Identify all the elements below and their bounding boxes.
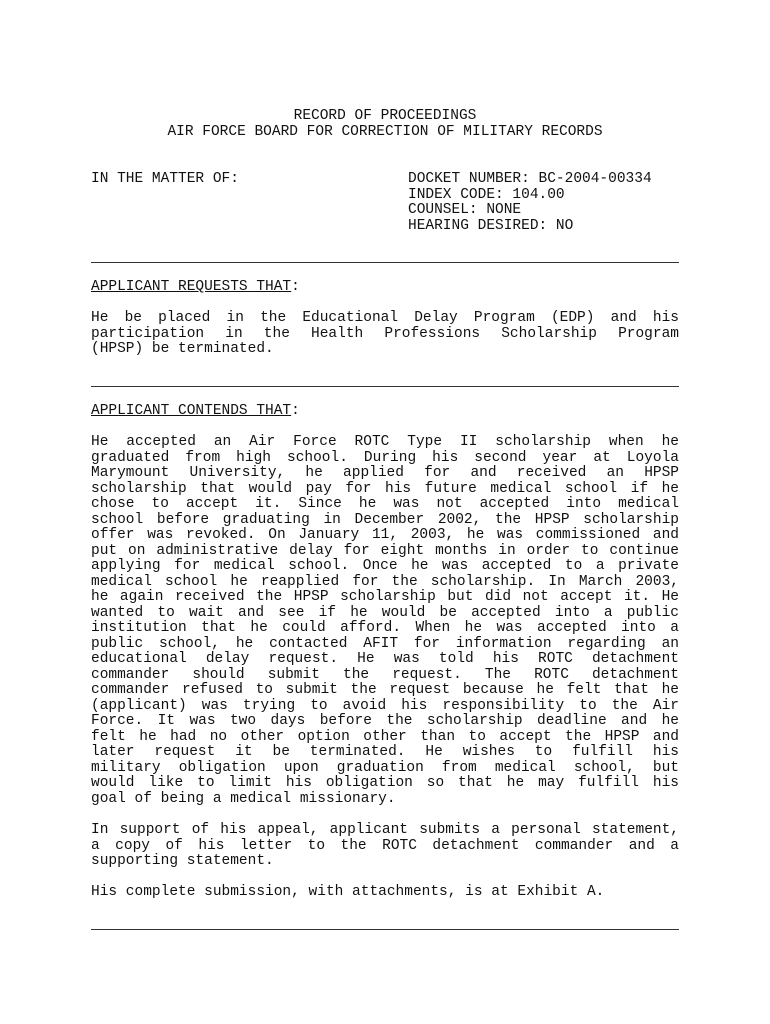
- requests-heading: APPLICANT REQUESTS THAT:: [91, 279, 300, 295]
- divider: [91, 262, 679, 263]
- support-paragraph: In support of his appeal, applicant submits a personal statement, a copy of his letter to the ROTC detachment commander and a supporting statement.: [91, 822, 679, 869]
- text-line: commander should submit the request. The ROTC detachment: [91, 666, 679, 683]
- document-header: [91, 109, 679, 140]
- text-line: institution that he could afford. When he was accepted into a: [91, 620, 679, 636]
- text-line: chose to accept it. Since he was not accepted into medical: [91, 496, 679, 512]
- text-line: public school, he contacted AFIT for information regarding an: [91, 635, 679, 652]
- text-line: goal of being a medical missionary.: [91, 790, 396, 807]
- text-line: commander refused to submit the request because he felt that he: [91, 682, 679, 698]
- contends-heading: APPLICANT CONTENDS THAT:: [91, 403, 300, 419]
- divider: [91, 929, 679, 930]
- divider: [91, 386, 679, 387]
- text-line: military obligation upon graduation from medical school, but: [91, 759, 679, 776]
- text-line: put on administrative delay for eight months in order to continue: [91, 542, 679, 559]
- matter-label: IN THE MATTER OF:: [91, 171, 239, 187]
- text-line: medical school he reapplied for the scholarship. In March 2003,: [91, 573, 679, 590]
- requests-paragraph: He be placed in the Educational Delay Program (EDP) and his participation in the Health Professions Scholarship Program (HPSP) be terminated.: [91, 310, 679, 357]
- text-line: felt he had no other option other than to accept the HPSP and: [91, 728, 679, 745]
- text-line: graduated from high school. During his second year at Loyola: [91, 449, 679, 466]
- text-line: (applicant) was trying to avoid his responsibility to the Air: [91, 697, 679, 714]
- text-line: Marymount University, he applied for and received an HPSP: [91, 465, 679, 481]
- text-line: school before graduating in December 2002, the HPSP scholarship: [91, 511, 679, 528]
- text-line: Force. It was two days before the scholarship deadline and he: [91, 713, 679, 729]
- board-title: AIR FORCE BOARD FOR CORRECTION OF MILITARY RECORDS: [167, 123, 603, 140]
- text-line: wanted to wait and see if he would be accepted into a public: [91, 604, 679, 621]
- text-line: he again received the HPSP scholarship but did not accept it. He: [91, 589, 679, 605]
- case-details: [408, 172, 688, 234]
- hearing-desired: HEARING DESIRED: NO: [408, 217, 574, 234]
- text-line: educational delay request. He was told his ROTC detachment: [91, 651, 679, 667]
- docket-number: DOCKET NUMBER: BC-2004-00334: [408, 171, 652, 187]
- text-line: would like to limit his obligation so that he may fulfill his: [91, 775, 679, 791]
- text-line: scholarship that would pay for his future medical school if he: [91, 480, 679, 497]
- exhibit-paragraph: His complete submission, with attachments, is at Exhibit A.: [91, 884, 605, 900]
- text-line: later request it be terminated. He wishes to fulfill his: [91, 744, 679, 760]
- index-code: INDEX CODE: 104.00: [408, 186, 565, 203]
- text-line: applying for medical school. Once he was accepted to a private: [91, 558, 679, 574]
- text-line: He accepted an Air Force ROTC Type II scholarship when he: [91, 434, 679, 450]
- record-title: RECORD OF PROCEEDINGS: [293, 108, 477, 124]
- counsel: COUNSEL: NONE: [408, 202, 522, 218]
- contends-paragraph: [91, 435, 679, 807]
- text-line: offer was revoked. On January 11, 2003, he was commissioned and: [91, 527, 679, 543]
